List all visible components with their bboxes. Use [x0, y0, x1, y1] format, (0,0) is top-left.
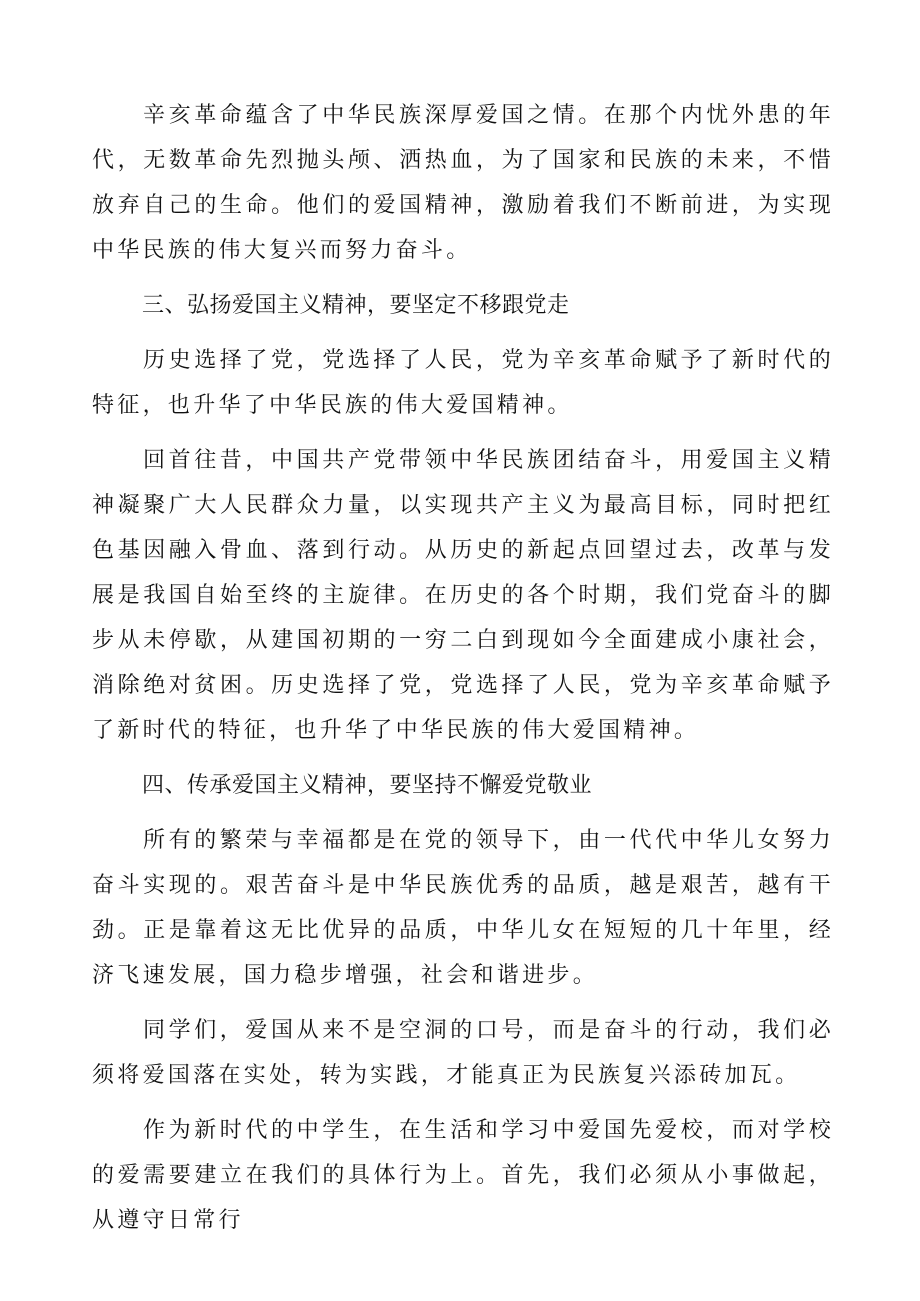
paragraph: 所有的繁荣与幸福都是在党的领导下，由一代代中华儿女努力奋斗实现的。艰苦奋斗是中华民族优秀的品质，越是艰苦，越有干劲。正是靠着这无比优异的品质，中华儿女在短短的几十年里，经济飞速发展，国力稳步增强，社会和谐进步。 — [92, 828, 834, 988]
paragraph: 同学们，爱国从来不是空洞的口号，而是奋斗的行动，我们必须将爱国落在实处，转为实践，才能真正为民族复兴添砖加瓦。 — [92, 1018, 834, 1088]
document-body — [92, 93, 834, 1253]
section-heading: 三、弘扬爱国主义精神，要坚定不移跟党走 — [142, 293, 570, 318]
paragraph: 作为新时代的中学生，在生活和学习中爱国先爱校，而对学校的爱需要建立在我们的具体行为上。首先，我们必须从小事做起，从遵守日常行 — [92, 1118, 834, 1233]
section-heading: 四、传承爱国主义精神，要坚持不懈爱党敬业 — [142, 773, 593, 798]
paragraph: 回首往昔，中国共产党带领中华民族团结奋斗，用爱国主义精神凝聚广大人民群众力量，以实现共产主义为最高目标，同时把红色基因融入骨血、落到行动。从历史的新起点回望过去，改革与发展是我国自始至终的主旋律。在历史的各个时期，我们党奋斗的脚步从未停歇，从建国初期的一穷二白到现如今全面建成小康社会，消除绝对贫困。历史选择了党，党选择了人民，党为辛亥革命赋予了新时代的特征，也升华了中华民族的伟大爱国精神。 — [92, 448, 834, 743]
paragraph: 历史选择了党，党选择了人民，党为辛亥革命赋予了新时代的特征，也升华了中华民族的伟大爱国精神。 — [92, 348, 834, 418]
paragraph: 辛亥革命蕴含了中华民族深厚爱国之情。在那个内忧外患的年代，无数革命先烈抛头颅、洒热血，为了国家和民族的未来，不惜放弃自己的生命。他们的爱国精神，激励着我们不断前进，为实现中华民族的伟大复兴而努力奋斗。 — [92, 103, 834, 263]
